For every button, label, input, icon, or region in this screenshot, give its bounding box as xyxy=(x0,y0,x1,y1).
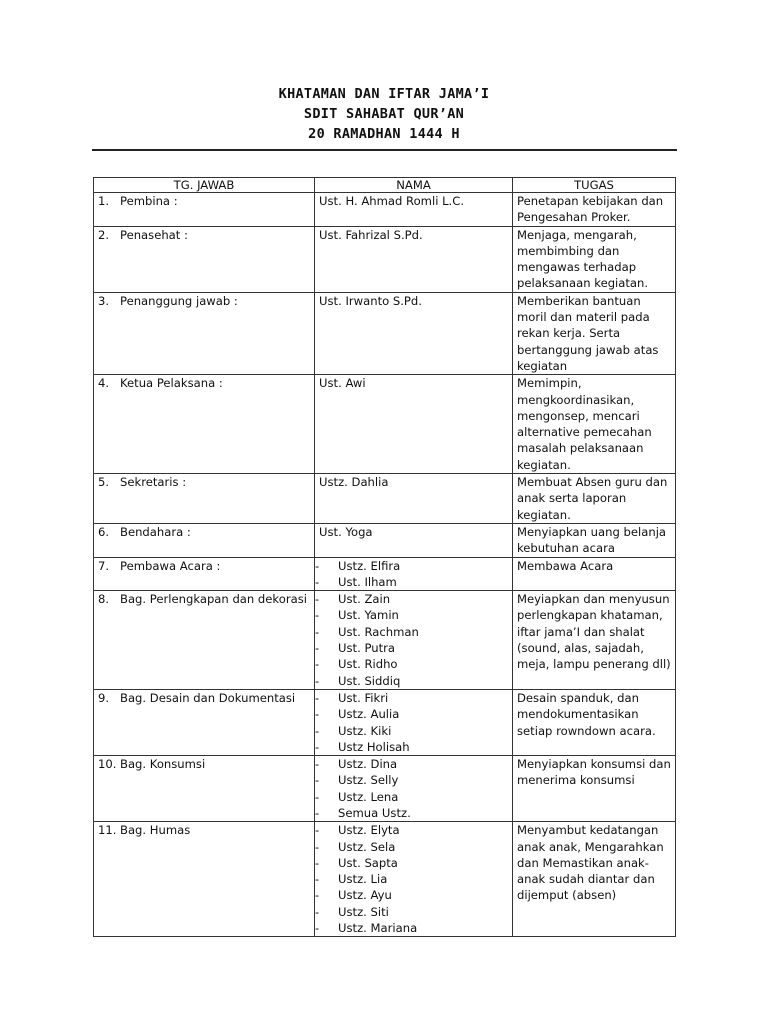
person-name: Ustz. Siti xyxy=(338,904,389,919)
task-cell: Menjaga, mengarah, membimbing dan mengawas terhadap pelaksanaan kegiatan. xyxy=(513,226,676,292)
names-cell xyxy=(315,474,513,524)
bullet-dash: - xyxy=(315,707,320,722)
person-name: Ust. Awi xyxy=(319,376,366,391)
bullet-dash: - xyxy=(315,805,320,820)
person-name: Ustz. Elfira xyxy=(338,558,401,573)
list-item xyxy=(315,789,509,805)
names-list xyxy=(315,558,509,591)
list-item xyxy=(315,558,509,574)
title-line-2: SDIT SAHABAT QUR’AN xyxy=(303,106,465,122)
person-name: Ustz Holisah xyxy=(338,739,410,754)
task-cell: Menyiapkan uang belanja kebutuhan acara xyxy=(513,523,676,557)
names-cell xyxy=(315,375,513,474)
bullet-dash: - xyxy=(315,773,320,788)
row-number: 9. xyxy=(98,690,110,705)
row-number: 5. xyxy=(98,475,110,490)
role-label: Sekretaris : xyxy=(120,475,187,490)
table-row xyxy=(94,689,676,755)
bullet-dash: - xyxy=(315,872,320,887)
names-list xyxy=(315,690,509,755)
list-item xyxy=(315,772,509,788)
list-item xyxy=(315,855,509,871)
table-row xyxy=(94,375,676,474)
role-label: Bag. Perlengkapan dan dekorasi xyxy=(120,592,307,607)
list-item xyxy=(315,839,509,855)
list-item xyxy=(315,887,509,903)
role-cell xyxy=(94,591,315,690)
column-header-tg-jawab: TG. JAWAB xyxy=(94,178,315,193)
role-label: Pembawa Acara : xyxy=(120,558,221,573)
person-name: Ustz. Kiki xyxy=(338,723,392,738)
task-cell: Desain spanduk, dan mendokumentasikan setiap rowndown acara. xyxy=(513,689,676,755)
person-name: Ust. Yoga xyxy=(319,524,373,539)
task-cell: Menyambut kedatangan anak anak, Mengarahkan dan Memastikan anak-anak sudah diantar dan dijemput (absen) xyxy=(513,822,676,937)
list-item xyxy=(315,739,509,755)
person-name: Ust. Yamin xyxy=(338,608,399,623)
role-label: Bag. Konsumsi xyxy=(120,757,206,772)
role-cell xyxy=(94,226,315,292)
list-item xyxy=(315,624,509,640)
bullet-dash: - xyxy=(315,921,320,936)
bullet-dash: - xyxy=(315,789,320,804)
table-row xyxy=(94,292,676,374)
list-item xyxy=(315,805,509,821)
role-label: Penasehat : xyxy=(120,227,188,242)
bullet-dash: - xyxy=(315,823,320,838)
table-row xyxy=(94,591,676,690)
list-item xyxy=(315,723,509,739)
person-name: Ust. Ridho xyxy=(338,657,398,672)
column-header-nama: NAMA xyxy=(315,178,513,193)
row-number: 2. xyxy=(98,227,110,242)
role-cell xyxy=(94,474,315,524)
person-name: Ustz. Selly xyxy=(338,773,399,788)
column-header-tugas: TUGAS xyxy=(513,178,676,193)
list-item xyxy=(315,904,509,920)
task-cell: Meyiapkan dan menyusun perlengkapan khataman, iftar jama’I dan shalat (sound, alas, sajadah, meja, lampu penerang dll) xyxy=(513,591,676,690)
person-name: Ust. Rachman xyxy=(338,624,419,639)
person-name: Ustz. Sela xyxy=(338,839,396,854)
role-label: Penanggung jawab : xyxy=(120,293,238,308)
names-cell xyxy=(315,523,513,557)
bullet-dash: - xyxy=(315,641,320,656)
role-label: Pembina : xyxy=(120,194,178,208)
table-row xyxy=(94,474,676,524)
list-item xyxy=(315,607,509,623)
table-row xyxy=(94,557,676,591)
document-header xyxy=(0,84,768,144)
list-item xyxy=(315,871,509,887)
bullet-dash: - xyxy=(315,723,320,738)
row-number: 3. xyxy=(98,293,110,308)
bullet-dash: - xyxy=(315,757,320,772)
bullet-dash: - xyxy=(315,592,320,607)
person-name: Ustz. Aulia xyxy=(338,707,400,722)
person-name: Ustz. Lia xyxy=(338,872,388,887)
bullet-dash: - xyxy=(315,904,320,919)
person-name: Ust. Putra xyxy=(338,641,395,656)
table-row xyxy=(94,193,676,227)
names-cell xyxy=(315,756,513,822)
role-cell xyxy=(94,523,315,557)
person-name: Ustz. Dahlia xyxy=(319,475,389,490)
role-label: Bendahara : xyxy=(120,524,191,539)
names-list xyxy=(315,822,509,936)
row-number: 1. xyxy=(98,194,110,208)
task-cell: Membawa Acara xyxy=(513,557,676,591)
table-header-row xyxy=(94,178,676,193)
title-line-1: KHATAMAN DAN IFTAR JAMA’I xyxy=(278,86,490,102)
table-row xyxy=(94,822,676,937)
role-label: Bag. Humas xyxy=(120,823,191,838)
names-cell xyxy=(315,292,513,374)
list-item xyxy=(315,656,509,672)
task-cell: Memimpin, mengkoordinasikan, mengonsep, mencari alternative pemecahan masalah pelaksanaan kegiatan. xyxy=(513,375,676,474)
row-number: 8. xyxy=(98,592,110,607)
person-name: Ust. Siddiq xyxy=(338,673,401,688)
bullet-dash: - xyxy=(315,624,320,639)
names-cell xyxy=(315,822,513,937)
person-name: Ust. Irwanto S.Pd. xyxy=(319,293,422,308)
person-name: Semua Ustz. xyxy=(338,805,411,820)
header-divider xyxy=(92,149,677,151)
list-item xyxy=(315,706,509,722)
row-number: 7. xyxy=(98,558,110,573)
table-row xyxy=(94,523,676,557)
names-list xyxy=(315,591,509,689)
person-name: Ustz. Ayu xyxy=(338,888,392,903)
committee-table xyxy=(93,177,676,937)
person-name: Ust. Sapta xyxy=(338,855,398,870)
names-cell xyxy=(315,193,513,227)
bullet-dash: - xyxy=(315,574,320,589)
bullet-dash: - xyxy=(315,608,320,623)
list-item xyxy=(315,920,509,936)
person-name: Ustz. Lena xyxy=(338,789,399,804)
table-row xyxy=(94,226,676,292)
bullet-dash: - xyxy=(315,690,320,705)
role-cell xyxy=(94,292,315,374)
row-number: 11. xyxy=(98,823,117,838)
list-item xyxy=(315,690,509,706)
list-item xyxy=(315,756,509,772)
person-name: Ust. Zain xyxy=(338,592,391,607)
task-cell: Memberikan bantuan moril dan materil pada rekan kerja. Serta bertanggung jawab atas kegiatan xyxy=(513,292,676,374)
bullet-dash: - xyxy=(315,839,320,854)
person-name: Ust. Ilham xyxy=(338,574,397,589)
names-list xyxy=(315,756,509,821)
title-line-3: 20 RAMADHAN 1444 H xyxy=(308,126,460,142)
row-number: 10. xyxy=(98,757,117,772)
list-item xyxy=(315,574,509,590)
person-name: Ustz. Dina xyxy=(338,757,398,772)
person-name: Ust. Fikri xyxy=(338,690,389,705)
bullet-dash: - xyxy=(315,558,320,573)
list-item xyxy=(315,673,509,689)
table-row xyxy=(94,756,676,822)
person-name: Ustz. Mariana xyxy=(338,921,418,936)
role-label: Bag. Desain dan Dokumentasi xyxy=(120,690,296,705)
bullet-dash: - xyxy=(315,739,320,754)
bullet-dash: - xyxy=(315,673,320,688)
person-name: Ust. H. Ahmad Romli L.C. xyxy=(319,194,465,208)
role-cell xyxy=(94,193,315,227)
bullet-dash: - xyxy=(315,657,320,672)
bullet-dash: - xyxy=(315,855,320,870)
row-number: 4. xyxy=(98,376,110,391)
names-cell xyxy=(315,591,513,690)
role-cell xyxy=(94,689,315,755)
role-cell xyxy=(94,756,315,822)
list-item xyxy=(315,591,509,607)
task-cell: Penetapan kebijakan dan Pengesahan Proker. xyxy=(513,193,676,227)
role-cell xyxy=(94,557,315,591)
task-cell: Menyiapkan konsumsi dan menerima konsumsi xyxy=(513,756,676,822)
names-cell xyxy=(315,226,513,292)
person-name: Ustz. Elyta xyxy=(338,823,400,838)
bullet-dash: - xyxy=(315,888,320,903)
list-item xyxy=(315,640,509,656)
list-item xyxy=(315,822,509,838)
role-cell xyxy=(94,822,315,937)
person-name: Ust. Fahrizal S.Pd. xyxy=(319,227,423,242)
names-cell xyxy=(315,689,513,755)
names-cell xyxy=(315,557,513,591)
task-cell: Membuat Absen guru dan anak serta laporan kegiatan. xyxy=(513,474,676,524)
role-cell xyxy=(94,375,315,474)
role-label: Ketua Pelaksana : xyxy=(120,376,223,391)
row-number: 6. xyxy=(98,524,110,539)
